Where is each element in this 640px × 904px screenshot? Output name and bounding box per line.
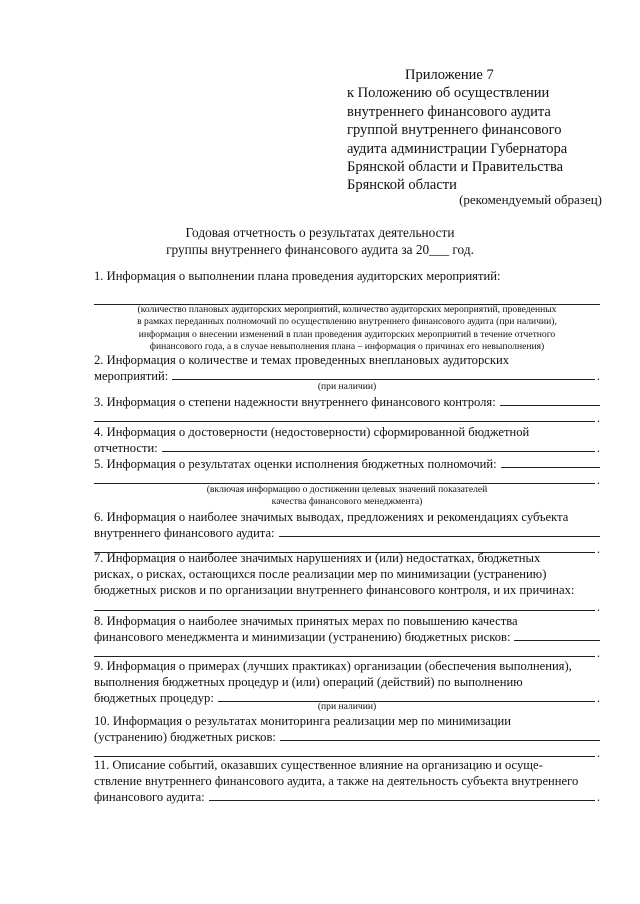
item-1 [94, 268, 600, 305]
item-5-blank-line[interactable] [501, 456, 600, 468]
item-4-blank-line[interactable] [162, 440, 595, 452]
item-2-text: 2. Информация о количестве и темах проведенных внеплановых аудиторских [94, 353, 509, 367]
appendix-line: внутреннего финансового аудита [347, 103, 551, 120]
item-5-blank-line-2[interactable] [94, 472, 595, 484]
title-line-2: группы внутреннего финансового аудита за 20___ год. [166, 242, 474, 257]
item-5-hint: (включая информацию о достижении целевых значений показателей качества финансового менеджмента) [206, 484, 488, 508]
item-1-blank-line[interactable] [94, 290, 600, 305]
item-10-blank-line[interactable] [280, 729, 600, 741]
item-4: 4. Информация о достоверности (недостоверности) сформированной бюджетной отчетности: . [94, 425, 600, 456]
appendix-line: аудита администрации Губернатора [347, 140, 568, 157]
item-2-hint: (при наличии) [317, 381, 377, 392]
appendix-line: Брянской области [347, 177, 457, 194]
appendix-line: Приложение 7 [405, 67, 494, 83]
appendix-block [347, 66, 617, 195]
appendix-line: Брянской области и Правительства [347, 159, 564, 176]
item-2: 2. Информация о количестве и темах проведенных внеплановых аудиторских мероприятий: . [94, 353, 600, 384]
item-3: 3. Информация о степени надежности внутреннего финансового контроля: . [94, 395, 600, 426]
item-6: 6. Информация о наиболее значимых выводах, предложениях и рекомендациях субъекта внутреннего финансового аудита: . [94, 510, 600, 557]
item-7-blank-line[interactable] [94, 599, 595, 611]
item-6-text: 6. Информация о наиболее значимых выводах, предложениях и рекомендациях субъекта [94, 510, 569, 524]
item-8-blank-line-2[interactable] [94, 645, 595, 657]
appendix-line: группой внутреннего финансового [347, 122, 562, 139]
item-10: 10. Информация о результатах мониторинга реализации мер по минимизации (устранению) бюджетных рисков: . [94, 714, 600, 761]
title-line-1: Годовая отчетность о результатах деятельности [185, 225, 455, 240]
item-3-blank-line-2[interactable] [94, 410, 595, 422]
item-1-text: 1. Информация о выполнении плана проведения аудиторских мероприятий: [94, 269, 501, 283]
item-10-text: 10. Информация о результатах мониторинга реализации мер по минимизации [94, 714, 512, 728]
item-11-blank-line[interactable] [209, 789, 595, 801]
item-8: 8. Информация о наиболее значимых принятых мерах по повышению качества финансового менеджмента и минимизации (устранению) бюджетных рисков: . [94, 614, 600, 661]
report-title [0, 224, 640, 258]
item-9: 9. Информация о примерах (лучших практиках) организации (обеспечения выполнения), выполнения бюджетных процедур и (или) операций (действий) по выполнению бюджетных процедур: . [94, 659, 600, 706]
item-11: 11. Описание событий, оказавших существенное влияние на организацию и осуще- ствление внутреннего финансового аудита, а также на деятельность субъекта внутреннего финансового аудита: . [94, 758, 600, 805]
item-4-text: 4. Информация о достоверности (недостоверности) сформированной бюджетной [94, 425, 530, 439]
appendix-line: к Положению об осуществлении [347, 85, 550, 102]
item-3-blank-line[interactable] [500, 394, 600, 406]
item-2-blank-line[interactable] [172, 368, 595, 380]
item-1-hint: (количество плановых аудиторских мероприятий, количество аудиторских мероприятий, проведенных в рамках переданных полномочий по осуществлению внутреннего финансового аудита (при наличии), информация о внесении изменений в план проведения аудиторских мероприятий в течение отчетного финансового года, а в случае невыполнения плана – информация о причинах его невыполнения) [137, 304, 557, 353]
sample-label: (рекомендуемый образец) [459, 192, 602, 207]
item-6-blank-line[interactable] [279, 525, 600, 537]
item-8-blank-line[interactable] [514, 629, 600, 641]
item-7: 7. Информация о наиболее значимых нарушениях и (или) недостатках, бюджетных рисках, о рисках, остающихся после реализации мер по минимизации (устранению) бюджетных рисков и по организации внутреннего финансового контроля, и их причинах: . [94, 551, 600, 614]
item-9-hint: (при наличии) [317, 701, 377, 712]
item-10-blank-line-2[interactable] [94, 745, 595, 757]
item-5: 5. Информация о результатах оценки исполнения бюджетных полномочий: . [94, 457, 600, 488]
